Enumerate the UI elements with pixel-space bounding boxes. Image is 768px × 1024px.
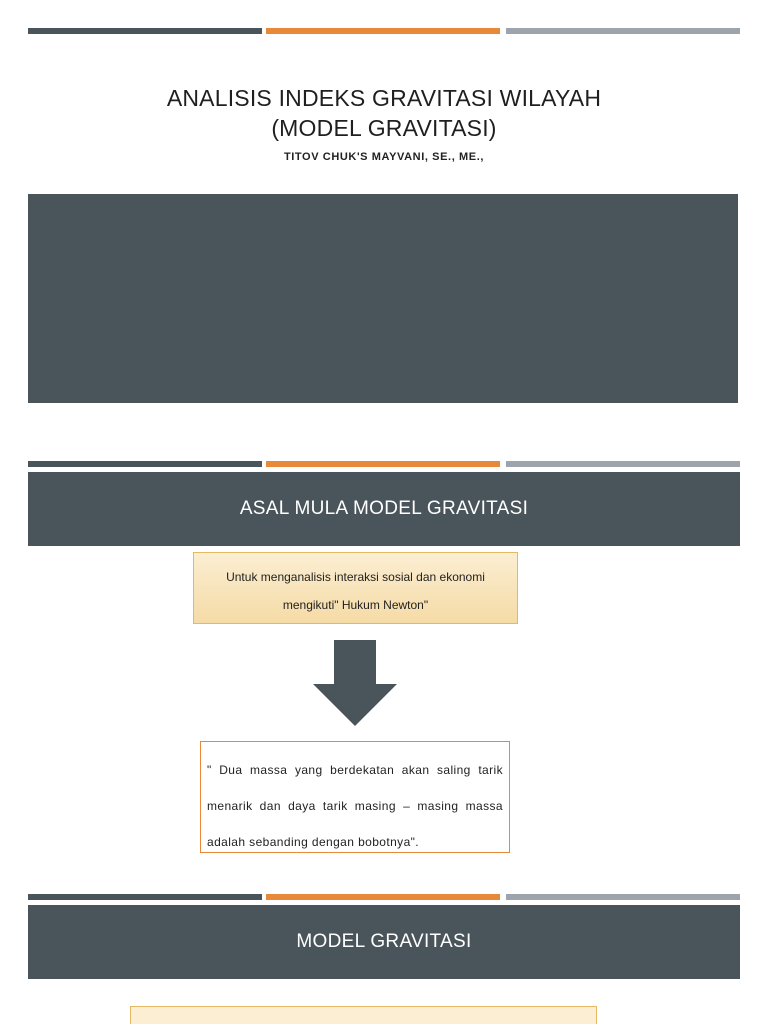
stripe-orange bbox=[266, 894, 500, 900]
origin-box-line2: mengikuti" Hukum Newton" bbox=[282, 598, 429, 612]
origin-box bbox=[193, 552, 518, 624]
slide2-header bbox=[28, 472, 740, 546]
slide3-header bbox=[28, 905, 740, 979]
title-line-1: ANALISIS INDEKS GRAVITASI WILAYAH bbox=[166, 85, 602, 111]
stripe-dark bbox=[28, 894, 262, 900]
origin-box-line1: Untuk menganalisis interaksi sosial dan ekonomi bbox=[226, 570, 485, 584]
slide1-title bbox=[0, 83, 768, 143]
stripe-dark bbox=[28, 461, 262, 467]
down-arrow-icon bbox=[313, 640, 397, 726]
stripe-gray bbox=[506, 28, 740, 34]
slide2-stripes bbox=[28, 461, 740, 467]
stripe-orange bbox=[266, 28, 500, 34]
stripe-gray bbox=[506, 894, 740, 900]
stripe-gray bbox=[506, 461, 740, 467]
slide2-header-text: ASAL MULA MODEL GRAVITASI bbox=[239, 498, 529, 519]
stripe-orange bbox=[266, 461, 500, 467]
title-line-2: (MODEL GRAVITASI) bbox=[271, 115, 497, 141]
newton-law-text: " Dua massa yang berdekatan akan saling tarik menarik dan daya tarik masing – masing massa adalah sebanding dengan bobotnya". bbox=[207, 763, 503, 849]
slide3-header-text: MODEL GRAVITASI bbox=[296, 931, 472, 952]
slide1-author: TITOV CHUK'S MAYVANI, SE., ME., bbox=[283, 151, 485, 163]
stripe-dark bbox=[28, 28, 262, 34]
slide1-stripes bbox=[28, 28, 740, 34]
newton-law-box bbox=[200, 741, 510, 853]
slide3-content-box bbox=[130, 1006, 597, 1024]
slide3-stripes bbox=[28, 894, 740, 900]
slide1-dark-panel bbox=[28, 194, 738, 403]
